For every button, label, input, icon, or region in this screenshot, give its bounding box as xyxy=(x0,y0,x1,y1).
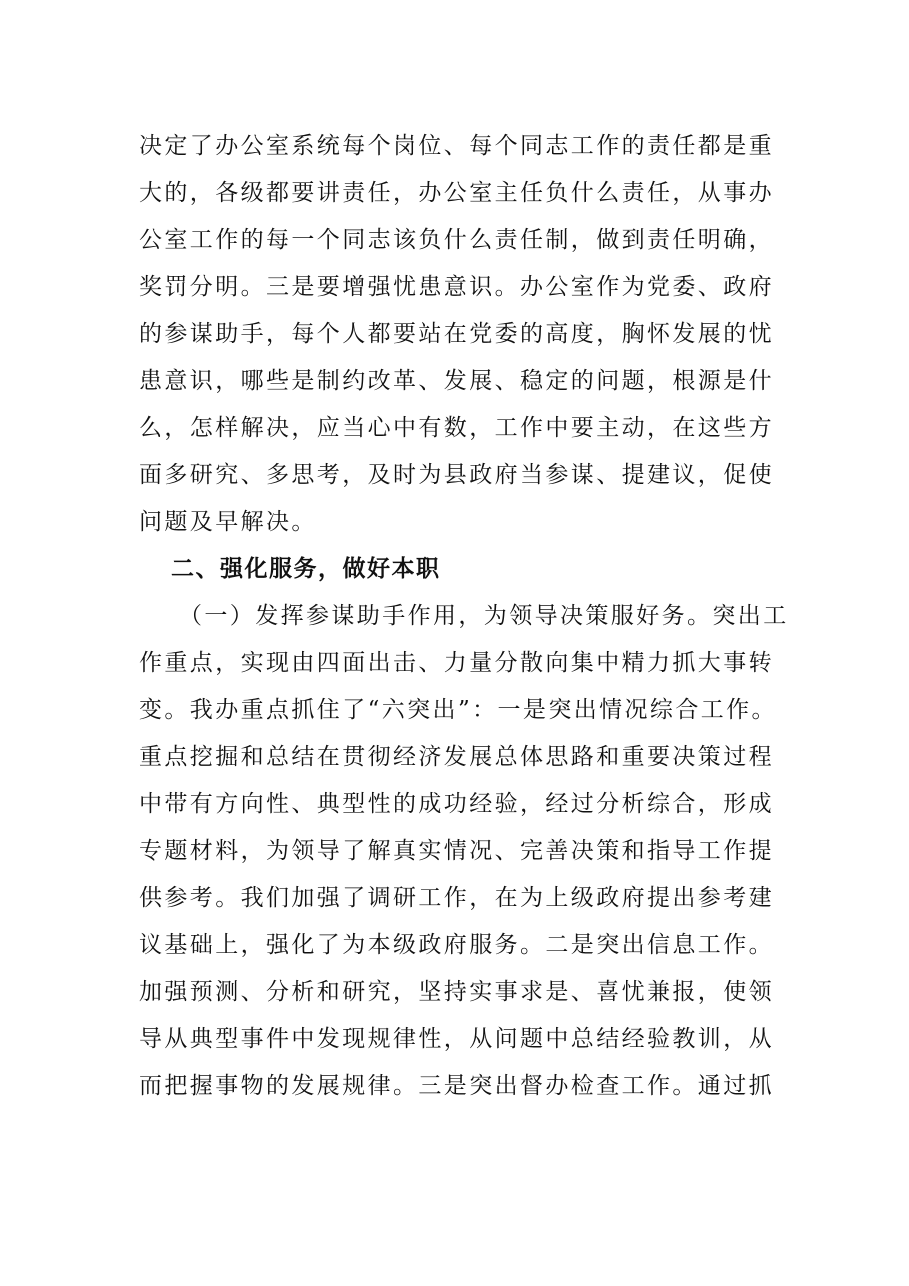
paragraph-service xyxy=(139,593,789,1110)
text-line: 中带有方向性、典型性的成功经验，经过分析综合，形成 xyxy=(139,791,774,817)
text-line: 公室工作的每一个同志该负什么责任制，做到责任明确， xyxy=(139,227,774,253)
text-line: 作重点，实现由四面出击、力量分散向集中精力抓大事转 xyxy=(139,650,774,676)
text-line: 变。我办重点抓住了“六突出”：一是突出情况综合工作。 xyxy=(139,697,777,723)
paragraph-responsibility xyxy=(139,123,779,546)
text-line: 奖罚分明。三是要增强忧患意识。办公室作为党委、政府 xyxy=(139,274,774,300)
text-line: 的参谋助手，每个人都要站在党委的高度，胸怀发展的忧 xyxy=(139,321,774,347)
text-line: 加强预测、分析和研究，坚持实事求是、喜忧兼报，使领 xyxy=(139,979,774,1005)
text-line: 面多研究、多思考，及时为县政府当参谋、提建议，促使 xyxy=(139,462,774,488)
text-line: 么，怎样解决，应当心中有数，工作中要主动，在这些方 xyxy=(139,415,774,441)
document-body xyxy=(139,123,789,1110)
text-line: 重点挖掘和总结在贯彻经济发展总体思路和重要决策过程 xyxy=(139,744,774,770)
section-heading: 二、强化服务，做好本职 xyxy=(171,556,441,582)
text-line: （一）发挥参谋助手作用，为领导决策服好务。突出工 xyxy=(179,603,789,629)
text-line: 大的，各级都要讲责任，办公室主任负什么责任，从事办 xyxy=(139,180,774,206)
text-line: 供参考。我们加强了调研工作，在为上级政府提出参考建 xyxy=(139,885,774,911)
text-line: 决定了办公室系统每个岗位、每个同志工作的责任都是重 xyxy=(139,133,774,159)
text-line: 而把握事物的发展规律。三是突出督办检查工作。通过抓 xyxy=(139,1073,774,1099)
text-line: 导从典型事件中发现规律性，从问题中总结经验教训，从 xyxy=(139,1026,774,1052)
text-line: 专题材料，为领导了解真实情况、完善决策和指导工作提 xyxy=(139,838,774,864)
text-line: 议基础上，强化了为本级政府服务。二是突出信息工作。 xyxy=(139,932,774,958)
text-line: 问题及早解决。 xyxy=(139,509,317,535)
text-line: 患意识，哪些是制约改革、发展、稳定的问题，根源是什 xyxy=(139,368,774,394)
